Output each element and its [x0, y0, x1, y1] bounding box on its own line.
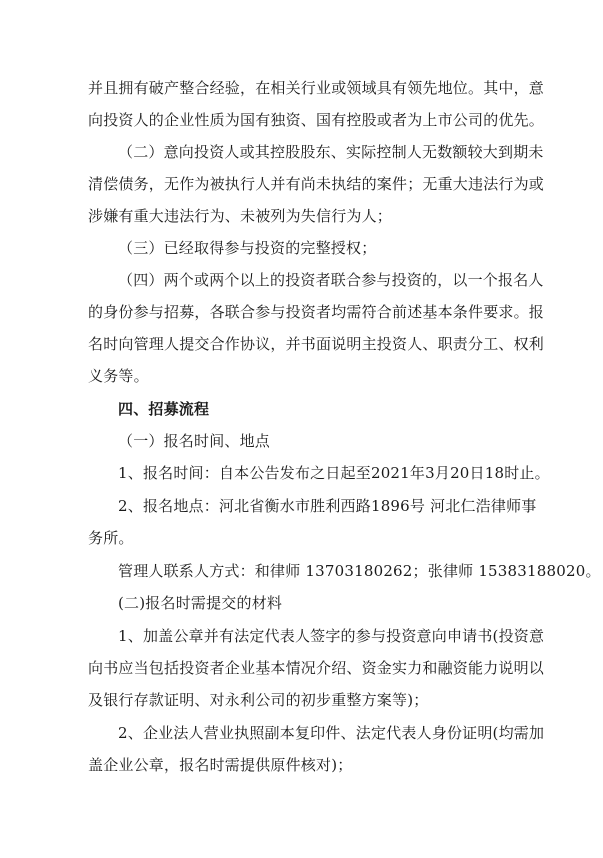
- contact-line: 管理人联系人方式：和律师 13703180262；张律师 15383188020。: [118, 562, 601, 580]
- paragraph-line: 向书应当包括投资者企业基本情况介绍、资金实力和融资能力说明以: [88, 659, 545, 677]
- paragraph-line: 涉嫌有重大违法行为、未被列为失信行为人；: [88, 207, 393, 225]
- paragraph-line: 并且拥有破产整合经验，在相关行业或领域具有领先地位。其中，意: [88, 79, 545, 97]
- paragraph-line: 盖企业公章，报名时需提供原件核对)；: [88, 756, 353, 774]
- paragraph-line: 1、加盖公章并有法定代表人签字的参与投资意向申请书(投资意: [118, 627, 545, 645]
- paragraph-line: 的身份参与招募，各联合参与投资者均需符合前述基本条件要求。报: [88, 303, 545, 321]
- paragraph-line: 名时向管理人提交合作协议，并书面说明主投资人、职责分工、权利: [88, 335, 545, 353]
- paragraph-line: （二）意向投资人或其控股股东、实际控制人无数额较大到期未: [118, 143, 544, 161]
- paragraph-line: 向投资人的企业性质为国有独资、国有控股或者为上市公司的优先。: [88, 111, 545, 129]
- paragraph-line: （四）两个或两个以上的投资者联合参与投资的，以一个报名人: [118, 271, 544, 289]
- paragraph-line: （三）已经取得参与投资的完整授权；: [118, 239, 377, 257]
- paragraph-line: 1、报名时间：自本公告发布之日起至2021年3月20日18时止。: [118, 464, 550, 482]
- paragraph-line: 2、报名地点：河北省衡水市胜利西路1896号 河北仁浩律师事: [118, 497, 537, 515]
- paragraph-line: 务所。: [88, 529, 134, 547]
- paragraph-line: 2、企业法人营业执照副本复印件、法定代表人身份证明(均需加: [118, 724, 545, 742]
- subsection-heading: (二)报名时需提交的材料: [118, 594, 283, 612]
- paragraph-line: 清偿债务，无作为被执行人并有尚未执结的案件；无重大违法行为或: [88, 175, 545, 193]
- paragraph-line: 义务等。: [88, 367, 149, 385]
- section-heading: 四、招募流程: [118, 400, 210, 418]
- paragraph-line: 及银行存款证明、对永利公司的初步重整方案等)；: [88, 691, 429, 709]
- subsection-heading: （一）报名时间、地点: [118, 432, 271, 450]
